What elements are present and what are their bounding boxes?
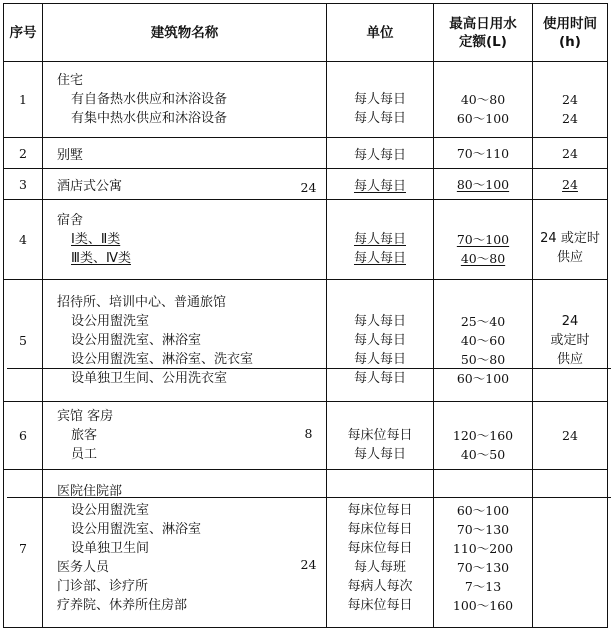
unit-line: 每人每日 (353, 178, 406, 194)
unit-text: 每人每日 (353, 251, 406, 266)
name-line: 宾馆 客房 (57, 409, 114, 424)
time-line: 供应 (556, 352, 583, 367)
name-text: Ⅰ类、Ⅱ类 (71, 232, 121, 247)
header-unit: 单位 (327, 4, 434, 62)
quota-line: 110～200 (452, 541, 514, 556)
quota-line: 25～40 (460, 314, 506, 329)
row-7-no: 7 (4, 470, 43, 628)
row-6-no: 6 (4, 402, 43, 470)
name-line: 住宅 (57, 73, 84, 88)
name-line: 宿舍 (57, 213, 84, 228)
row-3-no: 3 (4, 169, 43, 200)
unit-line: 每床位每日 (347, 503, 413, 518)
name-line: 门诊部、诊疗所 (57, 579, 149, 594)
row-2-no: 2 (4, 138, 43, 169)
row-2-unit: 每人每日 (327, 138, 434, 169)
name-line: 设公用盥洗室、淋浴室、洗衣室 (71, 352, 254, 367)
row-5-no: 5 (4, 280, 43, 402)
name-line: 招待所、培训中心、普通旅馆 (57, 295, 227, 310)
name-line: 医院住院部 (57, 484, 123, 499)
unit-line: 每人每班 (353, 560, 406, 575)
quota-line: 100～160 (452, 598, 514, 613)
name-line: 员工 (71, 447, 98, 462)
name-line: 医务人员 (57, 560, 110, 575)
time-line: 24 (562, 176, 578, 192)
name-line: 有集中热水供应和沐浴设备 (71, 111, 228, 126)
quota-line: 120～160 (452, 428, 514, 443)
time-line: 或定时 (550, 333, 590, 348)
unit-line: 每人每日 (353, 111, 406, 126)
unit-line: 每人每日 (353, 447, 406, 462)
unit-line: 每人每日 (353, 371, 406, 386)
water-quota-table (3, 3, 608, 628)
row-7-time-subtable (7, 7, 611, 631)
quota-line: 40～60 (460, 333, 506, 348)
name-line: 旅客 (71, 428, 98, 443)
unit-line: 每人每日 (353, 314, 406, 329)
quota-text: 40～80 (460, 251, 506, 266)
unit-line: 每病人每次 (347, 579, 413, 594)
unit-line: 每床位每日 (347, 522, 413, 537)
name-line: 设单独卫生间、公用洗衣室 (71, 371, 228, 386)
header-time-line1: 使用时间 (543, 15, 597, 32)
name-line: 有自备热水供应和沐浴设备 (71, 92, 228, 107)
row-2-time: 24 (533, 138, 608, 169)
quota-line: 80～100 (456, 177, 510, 192)
time-line: 24 (562, 92, 578, 107)
unit-line: 每人每日 (353, 92, 406, 107)
name-line: 设公用盥洗室、淋浴室 (71, 333, 202, 348)
header-no: 序号 (4, 4, 43, 62)
unit-text: 每人每日 (353, 232, 406, 247)
row-2-name: 别墅 (43, 138, 327, 169)
quota-line: 50～80 (460, 352, 506, 367)
quota-line: 70～130 (456, 522, 510, 537)
time-line: 供应 (556, 249, 583, 265)
unit-line: 每床位每日 (347, 598, 413, 613)
row-2-quota: 70～110 (434, 138, 533, 169)
unit-line: 每人每日 (353, 333, 406, 348)
header-quota-line2: 定额(L) (459, 33, 507, 50)
quota-line: 60～100 (456, 111, 510, 126)
row-6-time: 24 (533, 402, 608, 470)
row-1-no: 1 (4, 62, 43, 138)
time-line: 24 (300, 556, 317, 572)
unit-line: 每床位每日 (347, 541, 413, 556)
name-line: 设公用盥洗室、淋浴室 (71, 522, 202, 537)
header-quota-line1: 最高日用水 (449, 15, 517, 32)
quota-line: 60～100 (456, 503, 510, 518)
time-line: 24 (562, 111, 578, 126)
row-4-no: 4 (4, 200, 43, 280)
name-line: 疗养院、休养所住房部 (57, 598, 188, 613)
quota-line: 7～13 (464, 579, 502, 594)
time-line: 24 (7, 7, 611, 369)
name-line: 设公用盥洗室 (71, 503, 150, 518)
unit-line: 每人每日 (353, 352, 406, 367)
time-line: 24 (561, 314, 579, 329)
time-line: 8 (7, 369, 611, 498)
quota-line: 60～100 (456, 371, 510, 386)
header-building-name: 建筑物名称 (43, 4, 327, 62)
name-line: 设公用盥洗室 (71, 314, 150, 329)
name-line: 设单独卫生间 (71, 541, 150, 556)
quota-line: 40～80 (460, 92, 506, 107)
name-text: Ⅲ类、Ⅳ类 (71, 251, 131, 266)
time-line: 24 或定时 (540, 230, 600, 246)
unit-line: 每床位每日 (347, 428, 413, 443)
quota-text: 70～100 (456, 232, 510, 247)
quota-line: 70～130 (456, 560, 510, 575)
header-time-line2: (h) (559, 33, 581, 50)
quota-line: 40～50 (460, 447, 506, 462)
table-row (4, 470, 608, 628)
row-3-name: 酒店式公寓 (43, 169, 327, 200)
